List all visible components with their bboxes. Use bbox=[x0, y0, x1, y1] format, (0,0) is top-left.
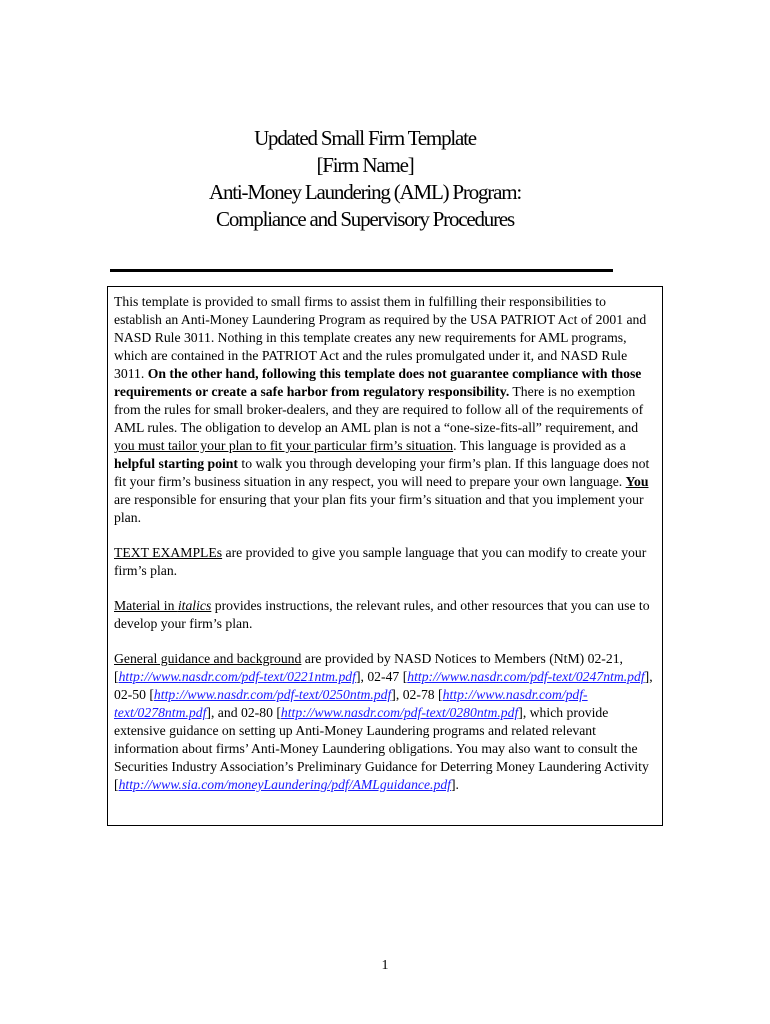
title-line-template: Updated Small Firm Template bbox=[254, 126, 476, 150]
guidance-text-1: are provided by NASD Notices to Members (NtM) 02-21, [ bbox=[114, 651, 623, 684]
document-title bbox=[0, 125, 730, 233]
link-ntm-02-47[interactable]: http://www.nasdr.com/pdf-text/0247ntm.pdf bbox=[407, 669, 645, 684]
intro-you-emphasis: You bbox=[625, 474, 649, 489]
page-number: 1 bbox=[381, 958, 389, 973]
link-ntm-02-21[interactable]: http://www.nasdr.com/pdf-text/0221ntm.pdf bbox=[118, 669, 356, 684]
guidance-text-5: ], and 02-80 [ bbox=[206, 705, 281, 720]
guidance-text-2: ], 02-47 [ bbox=[355, 669, 408, 684]
title-divider bbox=[110, 269, 613, 272]
intro-text-4: to walk you through developing your firm’s plan. If this language does not fit your firm’s business situation in any respect, you will need to prepare your own language. bbox=[114, 456, 650, 489]
title-line-firm-name: [Firm Name] bbox=[316, 153, 414, 177]
link-ntm-02-50[interactable]: http://www.nasdr.com/pdf-text/0250ntm.pdf bbox=[153, 687, 392, 702]
intro-disclaimer: On the other hand, following this template does not guarantee compliance with those requirements or create a safe harbor from regulatory responsibility. bbox=[114, 366, 642, 399]
intro-text-1: This template is provided to small firms to assist them in fulfilling their responsibilities to establish an Anti-Money Laundering Program as required by the USA PATRIOT Act of 2001 and NASD Rule 3011. Nothing in this template creates any new requirements for AML programs, which are contained in the PATRIOT Act and the rules promulgated under it, and NASD Rule 3011. bbox=[114, 294, 647, 381]
guidance-text-6: ], which provide extensive guidance on setting up Anti-Money Laundering programs and related relevant information about firms’ Anti-Money Laundering obligations. You may also want to consult the Securities Industry Association’s Preliminary Guidance for Deterring Money Laundering Activity [ bbox=[114, 705, 649, 792]
intro-text-5: are responsible for ensuring that your plan fits your firm’s situation and that you implement your plan. bbox=[114, 492, 644, 525]
italics-text: provides instructions, the relevant rules, and other resources that you can use to develop your firm’s plan. bbox=[114, 598, 650, 631]
link-sia-aml-guidance[interactable]: http://www.sia.com/moneyLaundering/pdf/AMLguidance.pdf bbox=[118, 777, 451, 792]
title-line-procedures: Compliance and Supervisory Procedures bbox=[216, 207, 514, 231]
intro-tailor-note: you must tailor your plan to fit your particular firm’s situation bbox=[114, 438, 454, 453]
italics-word: italics bbox=[177, 598, 212, 613]
italics-label: Material in bbox=[114, 598, 178, 613]
notice-box bbox=[107, 286, 663, 826]
link-ntm-02-80[interactable]: http://www.nasdr.com/pdf-text/0280ntm.pdf bbox=[280, 705, 519, 720]
intro-text-3: . This language is provided as a bbox=[453, 438, 626, 453]
text-examples-paragraph bbox=[114, 544, 656, 580]
guidance-text-4: ], 02-78 [ bbox=[391, 687, 443, 702]
intro-paragraph bbox=[114, 293, 656, 527]
text-examples-label: TEXT EXAMPLEs bbox=[114, 545, 223, 560]
guidance-label: General guidance and background bbox=[114, 651, 302, 666]
intro-starting-point: helpful starting point bbox=[114, 456, 238, 471]
guidance-paragraph bbox=[114, 650, 656, 794]
guidance-text-3: ], 02-50 [ bbox=[114, 669, 653, 702]
link-ntm-02-78[interactable]: http://www.nasdr.com/pdf-text/0278ntm.pdf bbox=[114, 687, 588, 720]
intro-text-2: There is no exemption from the rules for small broker-dealers, and they are required to follow all of the requirements of AML rules. The obligation to develop an AML plan is not a “one-size-fits-all” requirement, and bbox=[114, 384, 644, 435]
text-examples-text: are provided to give you sample language that you can modify to create your firm’s plan. bbox=[114, 545, 647, 578]
italics-paragraph bbox=[114, 597, 656, 633]
title-line-aml-program: Anti-Money Laundering (AML) Program: bbox=[209, 180, 521, 204]
guidance-text-7: ]. bbox=[450, 777, 459, 792]
